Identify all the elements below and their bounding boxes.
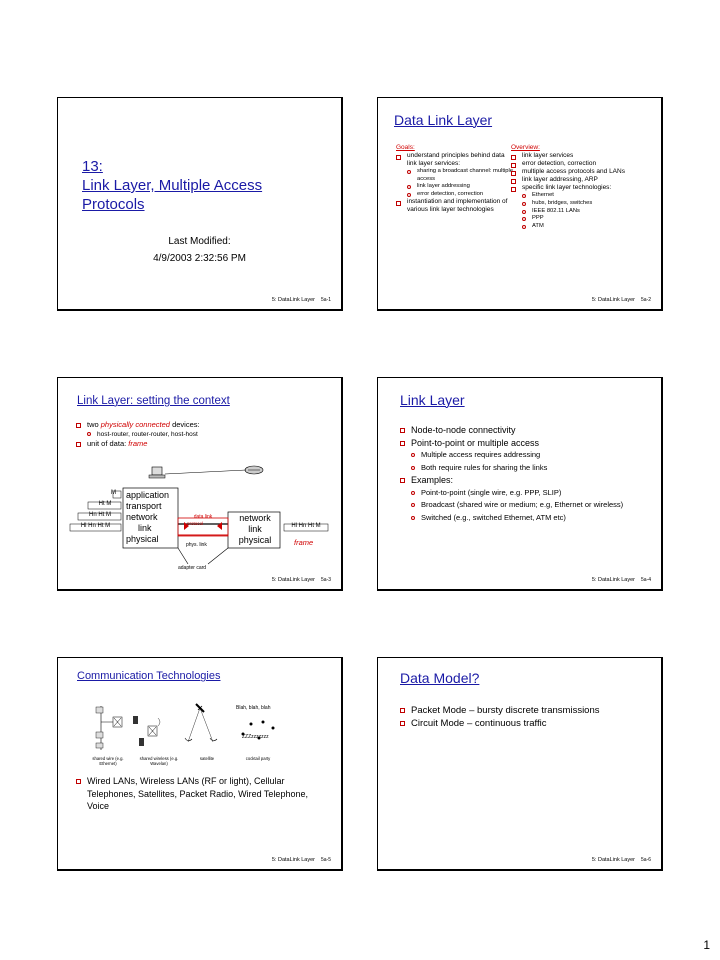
cocktail-party-label: cocktail party: [245, 756, 271, 761]
overview-sub-item: Ethernet: [522, 192, 651, 200]
overview-item: error detection, correction: [511, 160, 651, 168]
overview-header: Overview:: [511, 144, 540, 151]
bullet-devices-sub: host-router, router-router, host-host: [87, 430, 326, 440]
bullet-devices: [76, 420, 326, 430]
footer-page: 5a-6: [640, 857, 651, 863]
overview-column: [511, 144, 651, 231]
slide-footer: [272, 857, 331, 863]
footer-page: 5a-4: [640, 577, 651, 583]
b1-prefix: two: [87, 420, 99, 429]
bullet-item: Point-to-point or multiple access: [400, 437, 655, 450]
slide-5-bullets: [76, 775, 326, 813]
slide-4: [377, 377, 663, 591]
slide-footer: [272, 297, 331, 303]
layer-transport: transport: [126, 501, 162, 511]
footer-page: 5a-2: [640, 297, 651, 303]
adapter-card-label: adapter card: [178, 565, 207, 571]
layer-link: link: [248, 524, 262, 534]
b2-prefix: unit of data:: [87, 439, 127, 448]
goal-sub-item: error detection, correction: [407, 191, 514, 199]
overview-sub-item: PPP: [522, 215, 651, 223]
goals-column: [396, 144, 514, 214]
phys-link-label: phys. link: [186, 542, 207, 548]
overview-item: link layer addressing, ARP: [511, 176, 651, 184]
blah-label: Blah, blah, blah: [236, 705, 271, 711]
page-number: 1: [703, 938, 710, 952]
modified-date: 4/9/2003 2:32:56 PM: [153, 253, 246, 264]
slide-1: [57, 97, 343, 311]
header-ht-m: Ht M: [98, 501, 112, 507]
slide-5: [57, 657, 343, 871]
b2-em: frame: [128, 439, 148, 448]
footer-label: 5: DataLink Layer: [271, 857, 315, 863]
bullet-item: Circuit Mode – continuous traffic: [400, 717, 610, 730]
overview-sub-item: IEEE 802.11 LANs: [522, 208, 651, 216]
overview-item: multiple access protocols and LANs: [511, 168, 651, 176]
shared-wireless-label: shared wireless (e.g. Wavelan): [139, 756, 179, 766]
slide-6: [377, 657, 663, 871]
footer-label: 5: DataLink Layer: [271, 297, 315, 303]
footer-label: 5: DataLink Layer: [591, 857, 635, 863]
overview-item: link layer services: [511, 152, 651, 160]
header-hl-hn-ht-m: Hl Hn Ht M: [80, 523, 111, 529]
bullet-unit: [76, 439, 326, 449]
footer-page: 5a-3: [320, 577, 331, 583]
goals-header: Goals:: [396, 144, 415, 151]
slide-5-title: Communication Technologies: [77, 670, 221, 682]
sub-item: Switched (e.g., switched Ethernet, ATM etc): [411, 512, 655, 525]
footer-label: 5: DataLink Layer: [591, 577, 635, 583]
layer-physical: physical: [126, 534, 159, 544]
overview-sub-item: hubs, bridges, switches: [522, 200, 651, 208]
goal-sub-item: link layer addressing: [407, 183, 514, 191]
slide-1-title: [82, 157, 262, 214]
sub-item: Both require rules for sharing the links: [411, 462, 655, 475]
slide-3: [57, 377, 343, 591]
goal-item: instantiation and implementation of various link layer technologies: [396, 198, 514, 214]
slide-3-title: Link Layer: setting the context: [77, 395, 230, 407]
sub-item: Point-to-point (single wire, e.g. PPP, SLIP): [411, 487, 655, 500]
bullet-item: Wired LANs, Wireless LANs (RF or light), Cellular Telephones, Satellites, Packet Radio, Wired Telephone, Voice: [76, 775, 326, 813]
footer-page: 5a-5: [320, 857, 331, 863]
sub-item: Multiple access requires addressing: [411, 449, 655, 462]
modified-label: Last Modified:: [168, 236, 231, 247]
title-line-1: 13:: [82, 158, 103, 175]
b1-em: physically connected: [100, 420, 170, 429]
slide-2: [377, 97, 663, 311]
footer-label: 5: DataLink Layer: [591, 297, 635, 303]
host-icon: [149, 467, 165, 478]
overview-item: specific link layer technologies:: [511, 184, 651, 192]
modified-info: [58, 233, 341, 267]
slide-footer: [592, 577, 651, 583]
zzz-label: ZZZzzzzzzz: [242, 734, 269, 740]
slide-4-title: Link Layer: [400, 392, 465, 408]
slide-footer: [592, 857, 651, 863]
layer-application: application: [126, 490, 170, 500]
shared-wireless-icon: [133, 716, 160, 746]
bullet-item: Examples:: [400, 474, 655, 487]
layer-network: network: [239, 513, 271, 523]
satellite-icon: [185, 704, 217, 742]
goal-sub-item: sharing a broadcast channel: multiple access: [407, 168, 514, 183]
slide-footer: [592, 297, 651, 303]
slide-4-bullets: [400, 424, 655, 524]
slide-6-title: Data Model?: [400, 670, 480, 686]
satellite-label: satellite: [199, 756, 215, 761]
footer-page: 5a-1: [320, 297, 331, 303]
right-protocol-stack: [232, 513, 278, 546]
bullet-item: Packet Mode – bursty discrete transmissions: [400, 704, 610, 717]
header-right: Hl Hn Ht M: [291, 523, 321, 529]
footer-label: 5: DataLink Layer: [271, 577, 315, 583]
slide-3-bullets: [76, 420, 326, 449]
slide-6-bullets: [400, 704, 610, 730]
shared-wire-label: shared wire (e.g. Ethernet): [92, 756, 124, 766]
layer-physical: physical: [238, 535, 272, 545]
router-icon: [245, 466, 263, 474]
overview-sub-item: ATM: [522, 223, 651, 231]
title-line-2: Link Layer, Multiple Access: [82, 177, 263, 194]
header-m: M: [111, 490, 116, 496]
sub-item: Broadcast (shared wire or medium; e.g, Ethernet or wireless): [411, 499, 655, 512]
layer-network: network: [126, 512, 158, 522]
header-hn-ht-m: Hn Ht M: [88, 512, 111, 518]
slide-footer: [272, 577, 331, 583]
title-line-3: Protocols: [82, 196, 145, 213]
frame-label: frame: [294, 538, 314, 547]
shared-wire-icon: [96, 706, 122, 750]
slide-2-title: Data Link Layer: [394, 112, 493, 128]
data-link-label: data link: [193, 514, 213, 520]
layer-link: link: [138, 523, 152, 533]
bullet-item: Node-to-node connectivity: [400, 424, 655, 437]
protocol-label: protocol: [186, 521, 203, 526]
left-protocol-stack: [126, 490, 169, 545]
goal-item: understand principles behind data link layer services:: [396, 152, 514, 168]
b1-suffix: devices:: [172, 420, 200, 429]
